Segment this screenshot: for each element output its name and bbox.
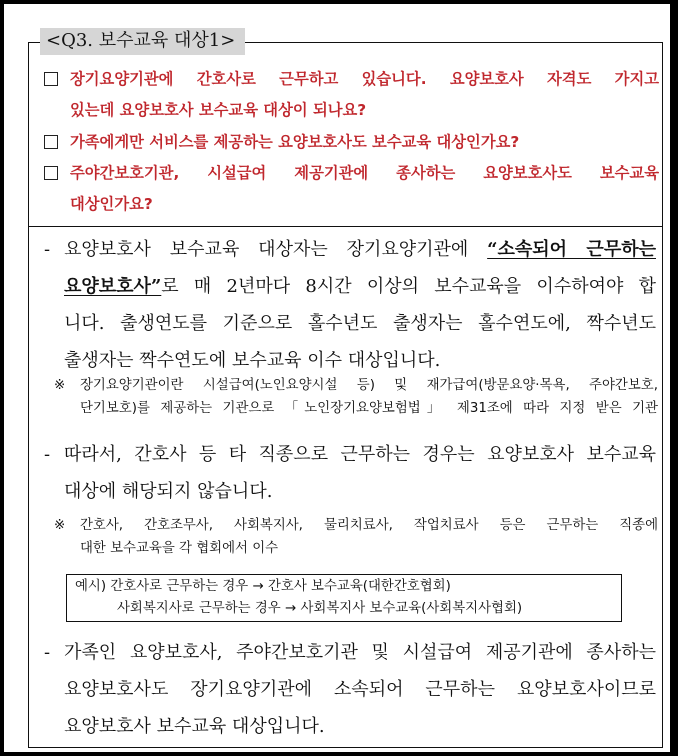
example-line-2: 사회복지사로 근무하는 경우 → 사회복지사 보수교육(사회복지사협회) (117, 601, 523, 616)
document-page (4, 4, 670, 752)
question-3-line-1: 주야간보호기관, 시설급여 제공기관에 종사하는 요양보호사도 보수교육 (70, 164, 659, 182)
question-title: <Q3. 보수교육 대상1> (40, 28, 245, 55)
note-mark: ※ (54, 378, 66, 393)
dash-bullet: - (44, 642, 51, 663)
question-1-line-1: 장기요양기관에 간호사로 근무하고 있습니다. 요양보호사 자격도 가지고 (70, 70, 659, 88)
emphasis-text: “소속되어 근무하는 (487, 239, 656, 260)
answer-paragraph-1 (44, 231, 656, 379)
answer-1-line-2-text: 로 매 2년마다 8시간 이상의 보수교육을 이수하여야 합 (161, 276, 656, 297)
answer-1-line-3: 니다. 출생연도를 기준으로 홀수년도 출생자는 홀수연도에, 짝수년도 (64, 313, 656, 334)
answer-1-line-1 (64, 231, 656, 268)
example-box (66, 574, 622, 622)
note-2-line-2: 대한 보수교육을 각 협회에서 이수 (80, 541, 279, 556)
answer-3-line-1: 가족인 요양보호사, 주야간보호기관 및 시설급여 제공기관에 종사하는 (64, 642, 656, 663)
question-item-3 (44, 158, 659, 220)
question-item-1 (44, 64, 659, 126)
question-1-line-2: 있는데 요양보호사 보수교육 대상이 되나요? (70, 101, 367, 119)
answer-paragraph-2 (44, 436, 656, 510)
answer-1-line-2 (64, 268, 656, 305)
answer-1-line-1-text: 요양보호사 보수교육 대상자는 장기요양기관에 (64, 239, 488, 260)
answer-3-line-3: 요양보호사 보수교육 대상입니다. (64, 716, 325, 737)
note-1 (54, 374, 658, 420)
answer-2-line-2: 대상에 해당되지 않습니다. (64, 481, 273, 502)
checkbox-icon (44, 135, 58, 149)
checkbox-icon (44, 166, 58, 180)
question-item-2 (44, 127, 659, 158)
answer-2-line-1: 따라서, 간호사 등 타 직종으로 근무하는 경우는 요양보호사 보수교육 (64, 444, 656, 465)
answer-1-line-4: 출생자는 짝수연도에 보수교육 이수 대상입니다. (64, 350, 441, 371)
note-2-line-1: 간호사, 간호조무사, 사회복지사, 물리치료사, 작업치료사 등은 근무하는 직종에 (80, 518, 658, 533)
section-divider (29, 226, 662, 227)
answer-paragraph-3 (44, 634, 656, 745)
note-1-line-2: 단기보호)를 제공하는 기관으로 「노인장기요양보험법」 제31조에 따라 지정 받은 기관 (80, 401, 658, 416)
dash-bullet: - (44, 239, 51, 260)
emphasis-text: 요양보호사” (64, 276, 162, 297)
note-mark: ※ (54, 518, 66, 533)
dash-bullet: - (44, 444, 51, 465)
note-1-line-1: 장기요양기관이란 시설급여(노인요양시설 등) 및 재가급여(방문요양·목욕, 주야간보호, (80, 378, 658, 393)
question-3-line-2: 대상인가요? (70, 195, 153, 213)
answer-3-line-2: 요양보호사도 장기요양기관에 소속되어 근무하는 요양보호사이므로 (64, 679, 656, 700)
checkbox-icon (44, 72, 58, 86)
question-2-line-1: 가족에게만 서비스를 제공하는 요양보호사도 보수교육 대상인가요? (70, 133, 520, 151)
note-2 (54, 514, 658, 560)
example-line-1: 예시) 간호사로 근무하는 경우 → 간호사 보수교육(대한간호협회) (75, 579, 451, 594)
